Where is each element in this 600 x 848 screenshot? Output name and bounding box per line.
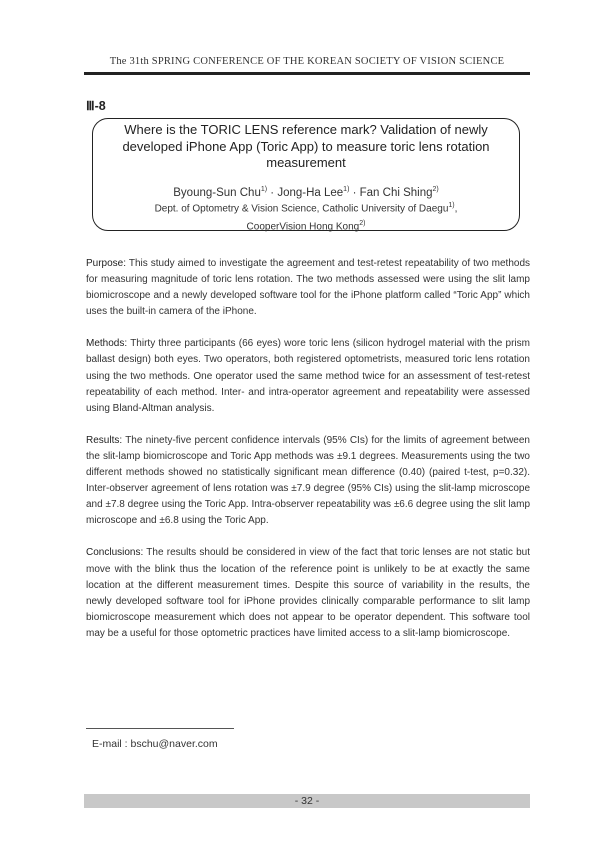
email-footnote: E-mail : bschu@naver.com — [92, 738, 218, 750]
author-affil-mark: 1) — [260, 185, 268, 193]
methods-text: Thirty three participants (66 eyes) wore toric lens (silicon hydrogel material with the prism ballast design) both eyes. Two operators, both registered optometrists, measured toric lens rotation using the two methods. One operator used the same method twice for an assessment of test-retest repeatability of each method. Inter- and intra-operator agreement and repeatability were assessed using Bland-Altman analysis. — [86, 338, 530, 414]
methods-paragraph — [86, 336, 530, 416]
author-separator: · — [349, 186, 360, 199]
results-paragraph — [86, 433, 530, 530]
affil-mark: 2) — [359, 220, 366, 228]
footnote-rule — [86, 728, 234, 729]
purpose-paragraph — [86, 256, 530, 320]
author-affil-mark: 1) — [343, 185, 350, 193]
methods-label: Methods: — [86, 338, 128, 350]
author-name: Jong-Ha Lee — [277, 186, 344, 199]
author-name: Fan Chi Shing — [359, 186, 433, 199]
conclusions-paragraph — [86, 545, 530, 642]
results-label: Results: — [86, 434, 123, 446]
page-number: - 32 - — [294, 795, 320, 807]
purpose-label: Purpose: — [86, 258, 127, 269]
header-rule — [84, 72, 530, 75]
author-affil-mark: 2) — [432, 185, 439, 193]
results-text: The ninety-five percent confidence intervals (95% CIs) for the limits of agreement between the slit-lamp biomicroscope and Toric App methods was ±9.1 degrees. Measurements using the two different methods showed no statistically significant mean difference (0.40) (paired t-test, p=0.32). Inter-observer agreement of lens rotation was ±7.9 degree (95% CIs) using the slit-lamp microscope and ±7.8 degree using the Toric App. Intra-observer repeatability was ±6.6 degree using the slit lamp microscope and ±6.8 using the Toric App. — [86, 434, 530, 527]
affil-mark: 1) — [448, 202, 455, 210]
paper-title: Where is the TORIC LENS reference mark? Validation of newly developed iPhone App (Toric App) to measure toric lens rotation measurement — [122, 122, 490, 170]
purpose-text: This study aimed to investigate the agreement and test-retest repeatability of two methods for measuring magnitude of toric lens rotation. The two methods assessed were using the slit lamp biomicroscope and a newly developed software tool for the iPhone platform called “Toric App” which uses the built-in camera of the iPhone. — [86, 258, 531, 318]
affiliation-1: Dept. of Optometry & Vision Science, Catholic University of Daegu$^{1)}$, — [154, 202, 458, 215]
page-number-bar — [84, 794, 530, 808]
author-name: Byoung-Sun Chu — [173, 186, 261, 199]
conclusions-label: Conclusions: — [86, 547, 144, 559]
author-separator: · — [267, 186, 278, 199]
author-list — [93, 186, 519, 199]
title-box — [92, 118, 520, 231]
section-id: Ⅲ-8 — [86, 99, 106, 113]
abstract — [86, 256, 530, 658]
conference-header: The 31th SPRING CONFERENCE OF THE KOREAN SOCIETY OF VISION SCIENCE — [109, 56, 505, 67]
conclusions-text: The results should be considered in view of the fact that toric lenses are not static but move with the blink thus the location of the reference point is unlikely to be at exactly the same location at the different measurement times. Despite this source of variability in the results, the newly developed software tool for iPhone provides clinically comparable performance to slit lamp biomicroscope measurement which does not appear to be operator dependent. This software tool may be a useful for those optometric practices have limited access to a slit-lamp biomicroscope. — [86, 547, 530, 639]
affiliation-2: CooperVision Hong Kong$^{2)}$ — [246, 220, 366, 233]
